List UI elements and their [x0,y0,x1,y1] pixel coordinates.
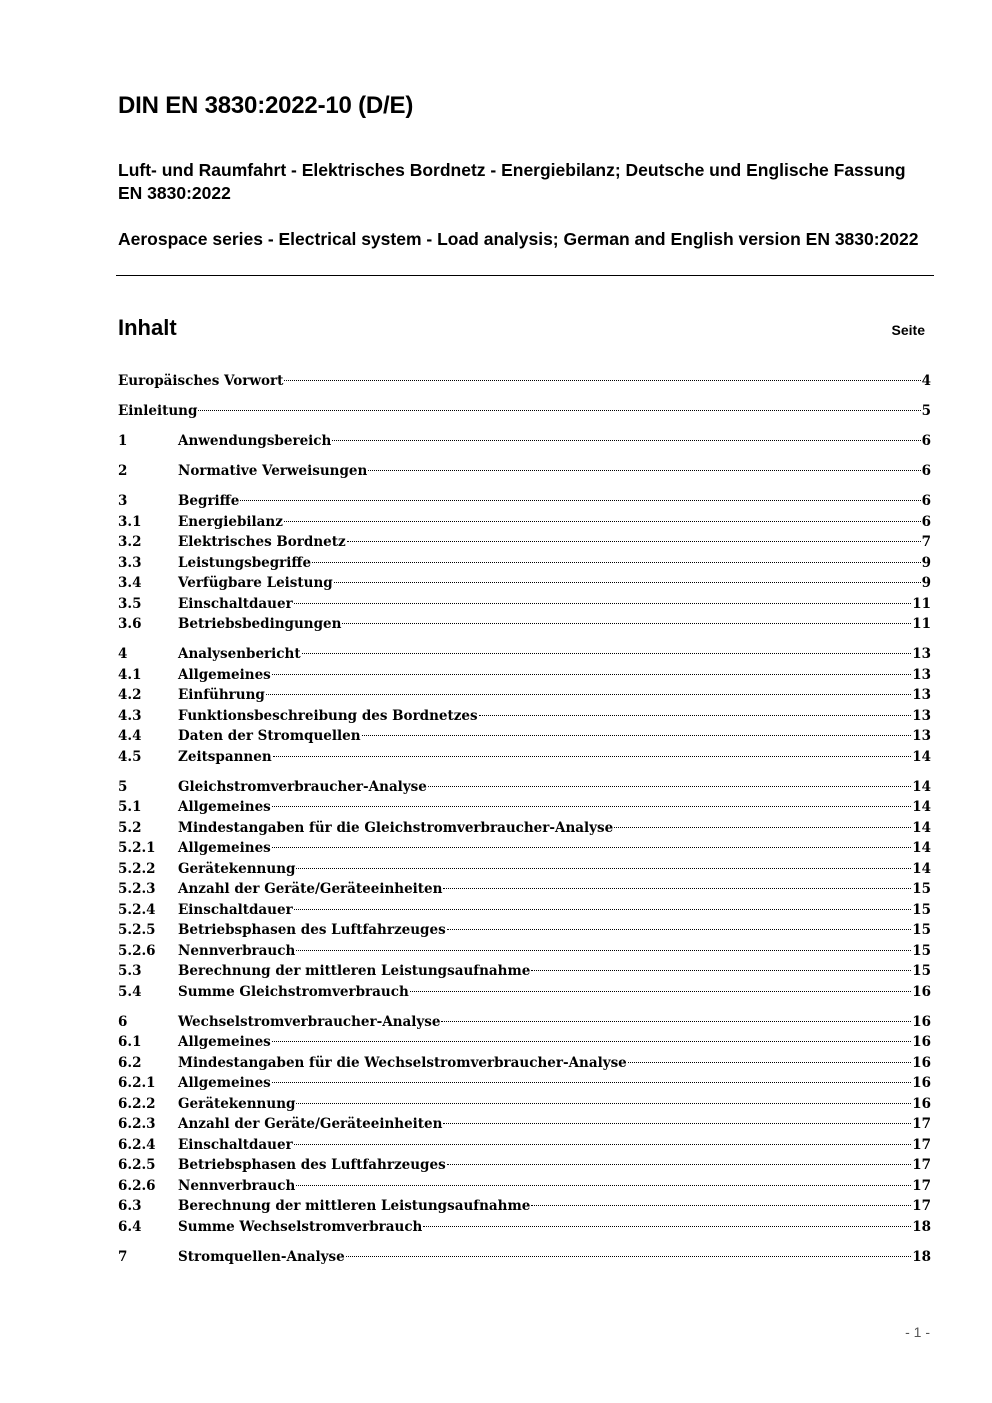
toc-entry-number: 4.4 [118,728,142,744]
toc-entry-title: Anzahl der Geräte/Geräteeinheiten [178,1116,443,1132]
toc-dot-leader [272,1082,911,1083]
toc-entry-page: 13 [912,728,931,744]
toc-dot-leader [240,500,920,501]
toc-entry[interactable] [118,797,931,818]
toc-entry[interactable] [118,401,931,422]
toc-dot-leader [346,1256,912,1257]
toc-entry-title: Verfügbare Leistung [178,575,333,591]
toc-entry-page: 16 [912,1034,931,1050]
toc-entry-page: 5 [921,403,931,419]
toc-entry-page: 16 [912,1075,931,1091]
title-german: Luft- und Raumfahrt - Elektrisches Bordnetz - Energiebilanz; Deutsche und Englische Fassung EN 3830:2022 [118,160,906,203]
toc-entry-title: Gleichstromverbraucher-Analyse [178,778,427,795]
toc-entry-number: 3.6 [118,616,142,632]
toc-dot-leader [428,786,911,787]
toc-entry-title: Summe Gleichstromverbrauch [178,983,409,1000]
toc-entry[interactable] [118,1196,931,1217]
toc-entry-number: 4.2 [118,687,142,703]
toc-entry-number: 6.2.1 [118,1075,156,1091]
document-number: DIN EN 3830:2022-10 (D/E) [118,92,414,119]
toc-entry-number: 3.3 [118,554,142,571]
toc-dot-leader [272,1041,911,1042]
toc-entry[interactable] [118,1176,931,1197]
toc-entry-number: 6.2.3 [118,1116,156,1132]
toc-dot-leader [628,1062,911,1063]
toc-entry[interactable] [118,900,931,921]
toc-entry-number: 2 [118,463,128,479]
toc-entry-title: Allgemeines [178,840,271,856]
toc-dot-leader [294,909,912,910]
toc-entry[interactable] [118,1247,931,1268]
toc-entry-title: Mindestangaben für die Wechselstromverbraucher-Analyse [178,1054,627,1071]
toc-dot-leader [614,827,911,828]
toc-entry[interactable] [118,1073,931,1094]
toc-entry[interactable] [118,1053,931,1074]
toc-entry-title: Berechnung der mittleren Leistungsaufnahme [178,963,531,979]
toc-entry-page: 17 [912,1198,931,1214]
toc-entry-number: 6.4 [118,1218,142,1235]
toc-entry-title: Begriffe [178,493,240,509]
toc-entry-page: 6 [921,513,931,530]
toc-entry-title: Nennverbrauch [178,942,296,959]
toc-entry[interactable] [118,461,931,482]
toc-entry-number: 4.3 [118,707,142,724]
toc-entry-page: 14 [912,778,931,795]
toc-entry-number: 5.1 [118,799,142,815]
toc-entry-number: 5.2 [118,819,142,836]
toc-dot-leader [423,1226,911,1227]
toc-entry[interactable] [118,982,931,1003]
toc-entry-title: Nennverbrauch [178,1177,296,1194]
toc-dot-leader [334,582,921,583]
toc-entry-title: Einschaltdauer [178,595,293,612]
toc-entry-page: 17 [912,1157,931,1173]
toc-dot-leader [198,410,920,411]
toc-dot-leader [410,991,911,992]
toc-entry-page: 18 [912,1248,931,1265]
toc-entry-number: 5.2.3 [118,881,156,897]
toc-entry-page: 13 [912,687,931,703]
toc-entry-number: 3.1 [118,513,142,530]
toc-entry[interactable] [118,512,931,533]
toc-entry-page: 6 [921,433,931,449]
toc-dot-leader [447,1164,912,1165]
toc-entry[interactable] [118,747,931,768]
toc-entry-page: 16 [912,983,931,1000]
toc-entry[interactable] [118,491,931,512]
toc-entry-number: 5.2.6 [118,942,156,959]
toc-entry-number: 5.4 [118,983,142,1000]
toc-entry-page: 7 [921,534,931,550]
toc-entry[interactable] [118,941,931,962]
toc-entry-number: 3 [118,493,128,509]
toc-dot-leader [443,1123,911,1124]
toc-entry-number: 5.2.1 [118,840,156,856]
toc-entry[interactable] [118,920,931,941]
toc-entry-title: Betriebsphasen des Luftfahrzeuges [178,922,446,938]
toc-entry-number: 5 [118,778,128,795]
toc-dot-leader [294,1144,912,1145]
toc-entry[interactable] [118,431,931,452]
toc-dot-leader [296,950,911,951]
toc-dot-leader [342,623,911,624]
toc-entry-number: 4.5 [118,748,142,765]
toc-dot-leader [531,1205,911,1206]
toc-entry-page: 13 [912,707,931,724]
toc-entry-number: 6.3 [118,1198,142,1214]
toc-entry-page: 15 [912,901,931,918]
toc-entry-number: 3.5 [118,595,142,612]
toc-dot-leader [368,470,920,471]
toc-entry-page: 16 [912,1013,931,1030]
toc-entry-title: Analysenbericht [178,646,301,662]
toc-entry[interactable] [118,1155,931,1176]
toc-entry-page: 17 [912,1136,931,1153]
toc-entry-title: Gerätekennung [178,860,296,877]
toc-entry-title: Stromquellen-Analyse [178,1248,345,1265]
toc-entry-title: Elektrisches Bordnetz [178,534,346,550]
toc-entry[interactable] [118,685,931,706]
toc-entry[interactable] [118,1012,931,1033]
toc-entry-title: Allgemeines [178,799,271,815]
toc-entry-title: Mindestangaben für die Gleichstromverbraucher-Analyse [178,819,614,836]
toc-entry[interactable] [118,1032,931,1053]
toc-entry-page: 11 [912,595,931,612]
toc-entry[interactable] [118,573,931,594]
toc-entry[interactable] [118,532,931,553]
toc-entry[interactable] [118,1114,931,1135]
toc-entry-number: 5.2.5 [118,922,156,938]
toc-entry[interactable] [118,644,931,665]
toc-dot-leader [273,756,912,757]
toc-entry-number: 3.2 [118,534,142,550]
footer-page-number: - 1 - [905,1324,930,1340]
toc-entry-title: Normative Verweisungen [178,463,368,479]
toc-entry-title: Allgemeines [178,1075,271,1091]
toc-entry-number: 4 [118,646,128,662]
toc-entry-title: Leistungsbegriffe [178,554,312,571]
toc-entry-page: 15 [912,922,931,938]
toc-entry[interactable] [118,838,931,859]
toc-entry-page: 17 [912,1116,931,1132]
toc-entry[interactable] [118,1217,931,1238]
toc-entry-title: Einschaltdauer [178,1136,293,1153]
toc-entry-number: 5.3 [118,963,142,979]
toc-entry[interactable] [118,594,931,615]
toc-entry[interactable] [118,706,931,727]
toc-entry-number: 6.1 [118,1034,142,1050]
toc-dot-leader [312,562,920,563]
toc-dot-leader [302,653,912,654]
toc-heading: Inhalt [118,315,177,340]
toc-entry[interactable] [118,371,931,392]
toc-entry-page: 9 [921,575,931,591]
toc-entry[interactable] [118,1135,931,1156]
toc-entry[interactable] [118,1094,931,1115]
toc-entry-title: Funktionsbeschreibung des Bordnetzes [178,707,478,724]
toc-entry[interactable] [118,961,931,982]
title-english: Aerospace series - Electrical system - Load analysis; German and English version EN 3830:2022 [118,229,919,249]
toc-entry-page: 14 [912,840,931,856]
toc-dot-leader [296,868,911,869]
toc-dot-leader [347,541,921,542]
toc-entry[interactable] [118,665,931,686]
toc-dot-leader [332,440,920,441]
toc-entry-page: 14 [912,819,931,836]
toc-entry-title: Daten der Stromquellen [178,728,361,744]
toc-dot-leader [272,806,911,807]
toc-entry-number: 6.2.6 [118,1177,156,1194]
toc-entry[interactable] [118,818,931,839]
toc-entry-title: Allgemeines [178,666,271,683]
toc-entry-page: 14 [912,799,931,815]
toc-entry-title: Einleitung [118,403,198,419]
toc-dot-leader [296,1103,911,1104]
header-divider [116,275,934,276]
toc-dot-leader [272,847,911,848]
toc-entry-page: 14 [912,860,931,877]
toc-entry-title: Energiebilanz [178,513,283,530]
toc-entry-number: 5.2.2 [118,860,156,877]
toc-entry-number: 6.2.2 [118,1095,156,1112]
toc-dot-leader [284,380,920,381]
toc-entry-page: 14 [912,748,931,765]
toc-entry-page: 13 [912,646,931,662]
toc-entry-title: Wechselstromverbraucher-Analyse [178,1013,441,1030]
toc-entry-page: 17 [912,1177,931,1194]
toc-dot-leader [266,694,911,695]
toc-entry[interactable] [118,614,931,635]
toc-entry-page: 18 [912,1218,931,1235]
toc-dot-leader [447,929,912,930]
toc-entry-number: 6 [118,1013,128,1030]
toc-entry-title: Einführung [178,687,265,703]
toc-dot-leader [441,1021,911,1022]
toc-entry-number: 6.2.4 [118,1136,156,1153]
toc-entry-title: Betriebsphasen des Luftfahrzeuges [178,1157,446,1173]
toc-entry-title: Zeitspannen [178,748,272,765]
toc-entry[interactable] [118,859,931,880]
toc-entry-number: 6.2 [118,1054,142,1071]
toc-entry-number: 1 [118,433,128,449]
toc-entry-title: Gerätekennung [178,1095,296,1112]
toc-dot-leader [479,715,912,716]
toc-dot-leader [296,1185,911,1186]
toc-entry-page: 13 [912,666,931,683]
toc-page-column-label: Seite [891,322,925,338]
toc-entry-title: Einschaltdauer [178,901,293,918]
toc-entry-number: 4.1 [118,666,142,683]
toc-entry-title: Summe Wechselstromverbrauch [178,1218,423,1235]
toc-entry[interactable] [118,879,931,900]
toc-entry-title: Europäisches Vorwort [118,373,284,389]
toc-dot-leader [284,521,921,522]
toc-entry-page: 11 [912,616,931,632]
toc-entry-number: 7 [118,1248,128,1265]
toc-dot-leader [272,674,911,675]
toc-entry-page: 6 [921,463,931,479]
toc-entry-page: 16 [912,1054,931,1071]
toc-entry-title: Berechnung der mittleren Leistungsaufnahme [178,1198,531,1214]
toc-entry-page: 6 [921,493,931,509]
toc-entry-title: Betriebsbedingungen [178,616,342,632]
toc-entry-page: 16 [912,1095,931,1112]
toc-entry-title: Anzahl der Geräte/Geräteeinheiten [178,881,443,897]
toc-entry-title: Allgemeines [178,1034,271,1050]
toc-entry-number: 6.2.5 [118,1157,156,1173]
toc-dot-leader [294,603,912,604]
toc-entry-page: 9 [921,554,931,571]
toc-entry[interactable] [118,553,931,574]
toc-entry-title: Anwendungsbereich [178,433,332,449]
toc-dot-leader [531,970,911,971]
table-of-contents [118,371,931,1267]
toc-entry-page: 15 [912,963,931,979]
toc-entry[interactable] [118,777,931,798]
toc-entry-page: 15 [912,881,931,897]
toc-entry-number: 5.2.4 [118,901,156,918]
toc-entry-page: 4 [921,373,931,389]
toc-entry[interactable] [118,726,931,747]
toc-dot-leader [443,888,911,889]
toc-entry-number: 3.4 [118,575,142,591]
toc-entry-page: 15 [912,942,931,959]
toc-dot-leader [362,735,912,736]
